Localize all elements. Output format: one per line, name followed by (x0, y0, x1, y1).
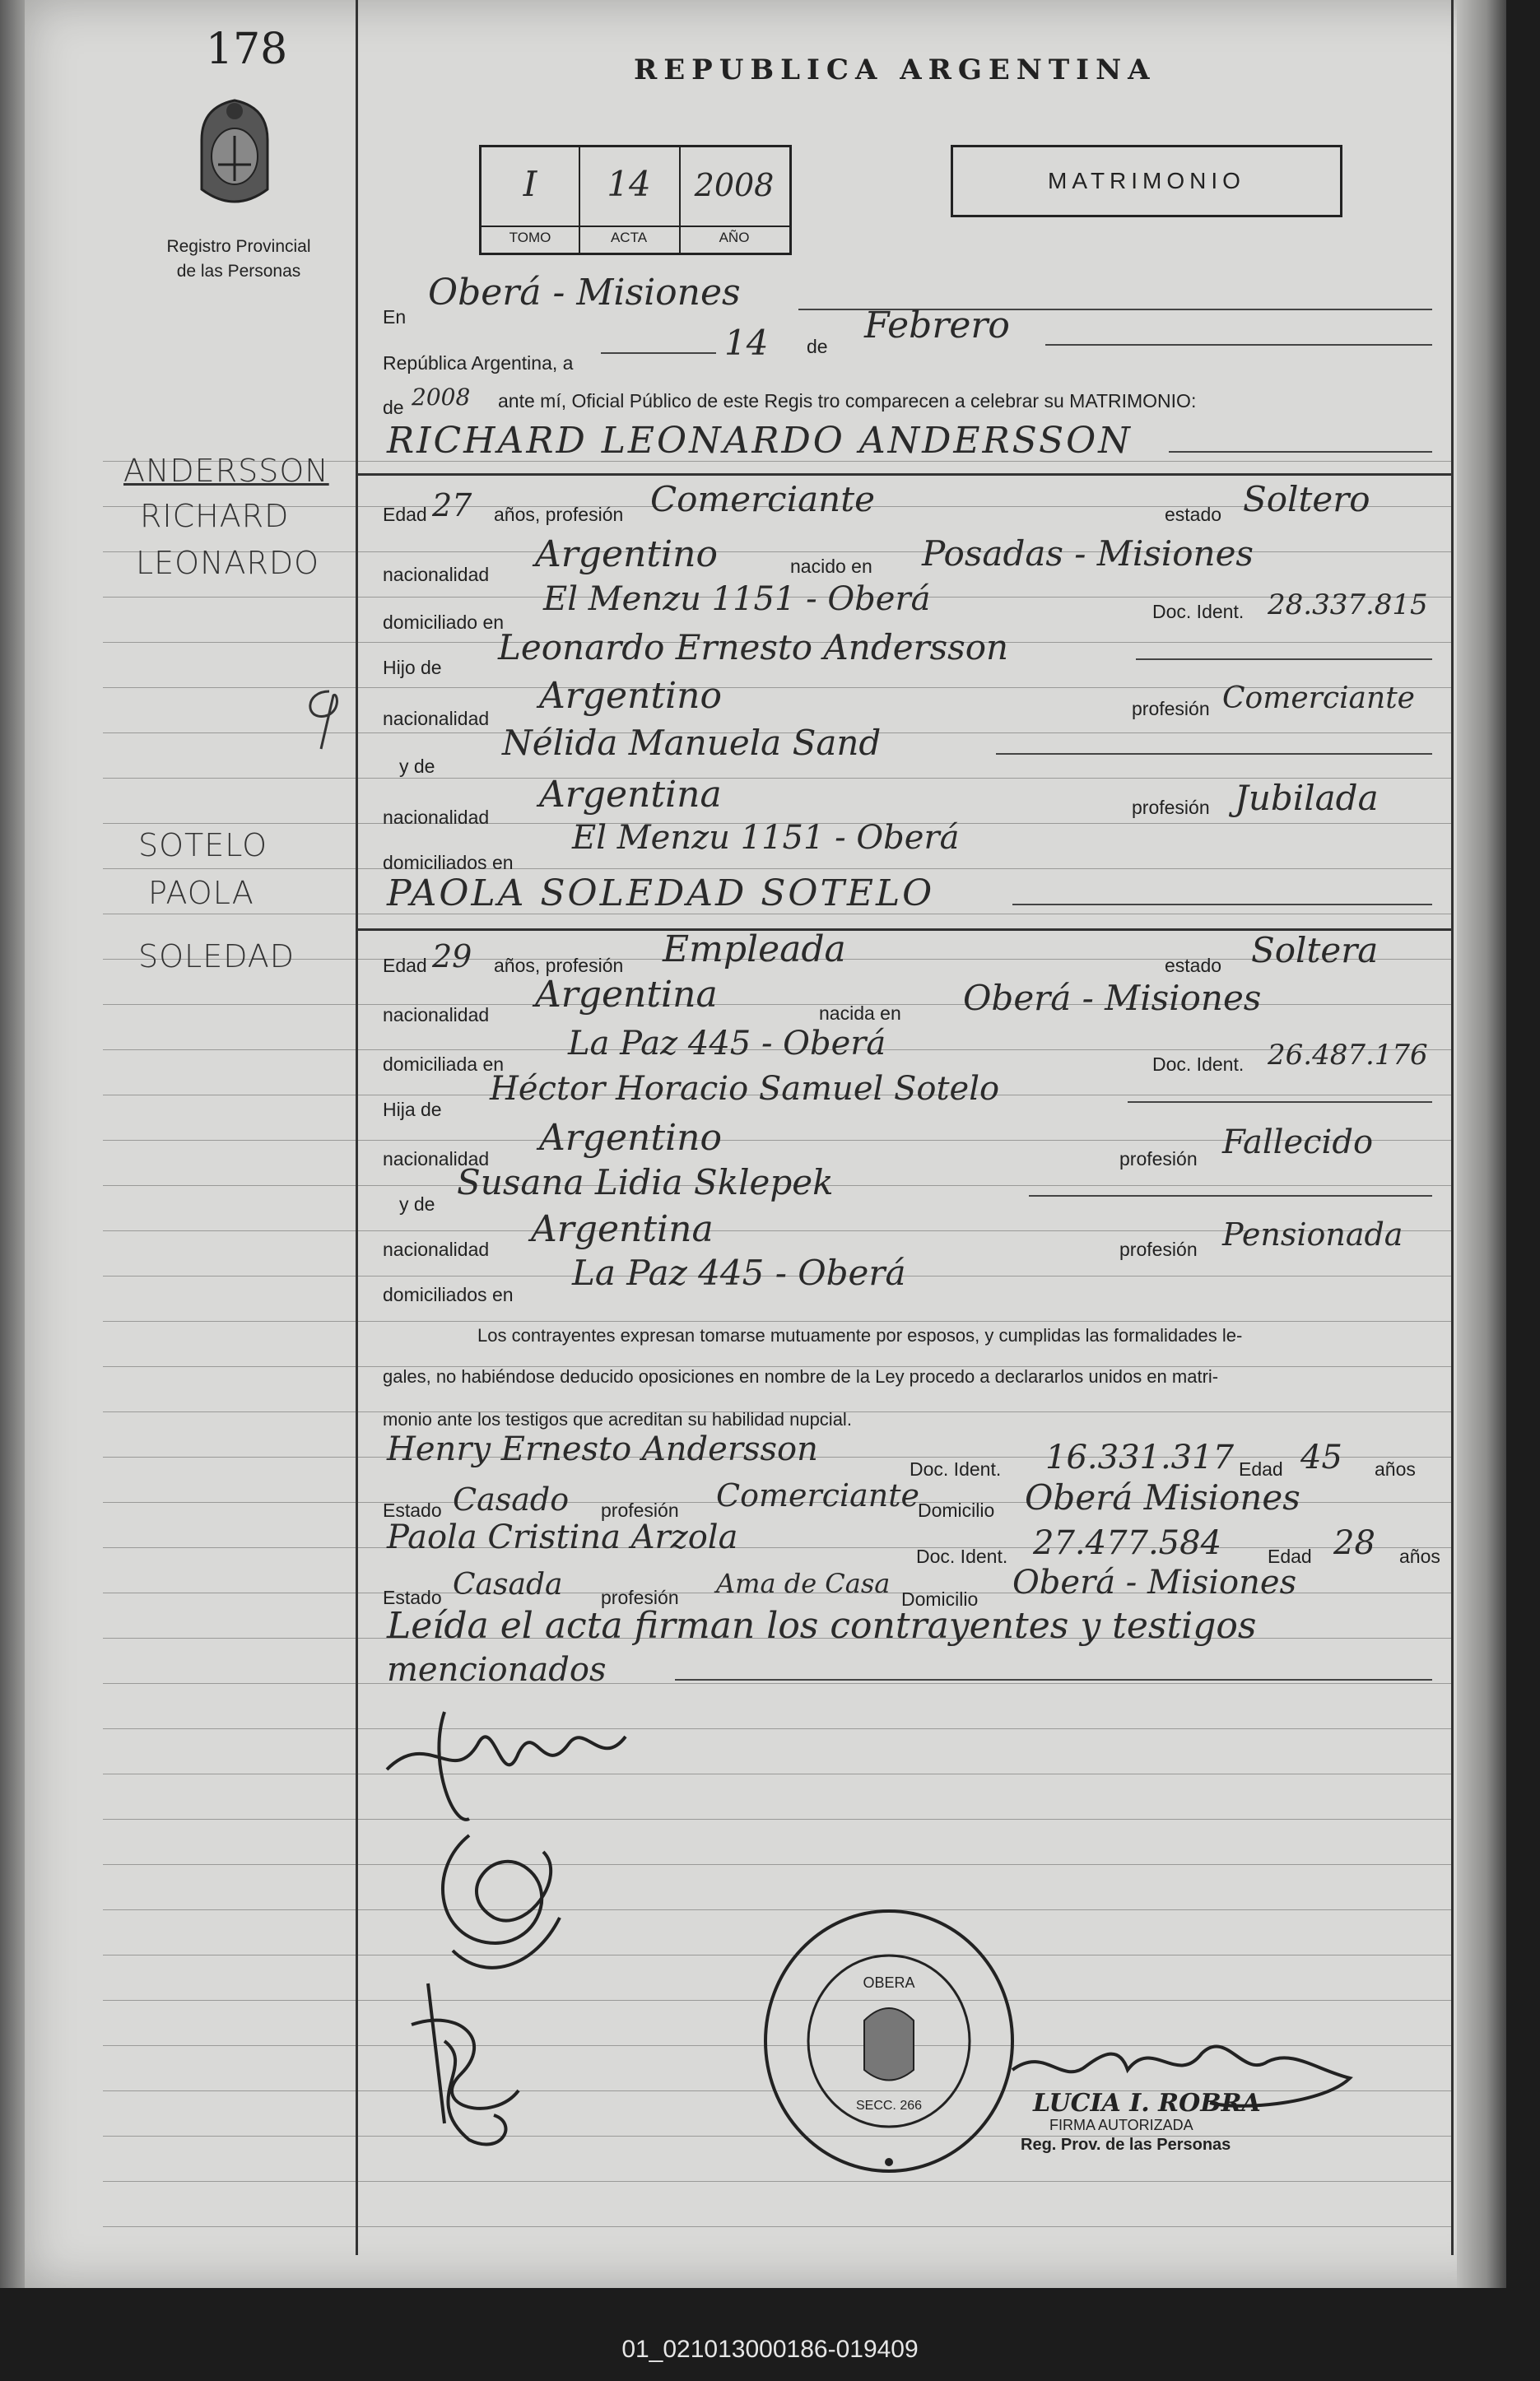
ruled-line (103, 1728, 1453, 1729)
bride-mother-prof: Pensionada (1222, 1216, 1403, 1253)
bride-full-name: PAOLA SOLEDAD SOTELO (387, 872, 935, 914)
witness1-age: 45 (1300, 1439, 1342, 1476)
groom-domiciliado-label: domiciliado en (383, 612, 505, 633)
bride-age: 29 (432, 938, 472, 974)
bride-hija-label: Hija de (383, 1099, 442, 1120)
bride-nationality: Argentina (535, 974, 718, 1016)
witness1-estado-label: Estado (383, 1500, 442, 1521)
day-value: 14 (724, 323, 769, 363)
groom-father: Leonardo Ernesto Andersson (498, 627, 1009, 667)
groom-father-nat: Argentino (539, 675, 722, 717)
ruled-line (103, 1547, 1453, 1548)
closing-line-1: Leída el acta firman los contrayentes y testigos (387, 1605, 1257, 1647)
bride-estado-label: estado (1165, 955, 1222, 976)
registry-name (148, 235, 329, 284)
groom-father-nat-label: nacionalidad (383, 708, 490, 729)
witness2-doc: 27.477.584 (1033, 1524, 1222, 1562)
place-value: Oberá - Misiones (428, 272, 741, 314)
bride-nacionalidad-label: nacionalidad (383, 1004, 490, 1025)
right-border (1451, 0, 1454, 2255)
official-title: FIRMA AUTORIZADA (1049, 2117, 1193, 2133)
witness2-name: Paola Cristina Arzola (387, 1518, 738, 1556)
seal-center-bottom: SECC. 266 (855, 2099, 923, 2113)
seal-coat-of-arms-icon (864, 2008, 914, 2081)
ruled-line (103, 868, 1453, 869)
groom-birthplace: Posadas - Misiones (922, 533, 1254, 574)
witness1-doc: 16.331.317 (1045, 1439, 1235, 1476)
groom-mother-nat: Argentina (539, 774, 722, 816)
groom-mother-nat-label: nacionalidad (383, 807, 490, 828)
en-label: En (383, 306, 407, 328)
groom-nacido-label: nacido en (790, 556, 872, 577)
act-type: MATRIMONIO (1048, 168, 1245, 193)
de-label: de (807, 336, 828, 357)
declaration-line-2: gales, no habiéndose deducido oposiciones en nombre de la Ley procedo a declararlos unidos en matri- (383, 1366, 1219, 1387)
bride-mother-nat-label: nacionalidad (383, 1239, 490, 1260)
ruled-line (103, 1864, 1453, 1865)
margin-groom-surname: ANDERSSON (123, 453, 329, 489)
witness2-anos-label: años (1399, 1546, 1440, 1567)
closing-line-2: mencionados (387, 1651, 607, 1689)
groom-edad-label: Edad (383, 504, 427, 525)
bride-edad-label: Edad (383, 955, 427, 976)
witness2-profession: Ama de Casa (716, 1568, 891, 1599)
groom-father-prof: Comerciante (1222, 681, 1415, 715)
witness1-edad-label: Edad (1239, 1458, 1283, 1480)
groom-domiciliados-label: domiciliados en (383, 852, 514, 873)
ruled-line (103, 2181, 1453, 2182)
witness2-edad-label: Edad (1268, 1546, 1312, 1567)
tomo-value: I (523, 164, 537, 204)
bride-parents-address: La Paz 445 - Oberá (572, 1253, 906, 1293)
witness1-name: Henry Ernesto Andersson (387, 1430, 818, 1468)
official-name: LUCIA I. ROBRA (1033, 2089, 1261, 2118)
registry-line-1: Registro Provincial (166, 237, 311, 256)
margin-divider (356, 0, 358, 2255)
acta-value: 14 (607, 164, 651, 204)
margin-groom-name2: LEONARDO (136, 545, 320, 581)
ruled-line (103, 1819, 1453, 1820)
bride-profession: Empleada (663, 928, 846, 970)
margin-groom-name1: RICHARD (140, 498, 290, 534)
margin-bride-name1: PAOLA (148, 875, 254, 911)
groom-nacionalidad-label: nacionalidad (383, 564, 490, 585)
groom-profession: Comerciante (650, 479, 875, 519)
witness2-domicilio: Oberá - Misiones (1012, 1564, 1297, 1602)
bride-domiciliada-label: domiciliada en (383, 1053, 505, 1075)
ano-value: 2008 (694, 167, 775, 203)
groom-age: 27 (432, 487, 472, 523)
witness1-doc-label: Doc. Ident. (910, 1458, 1002, 1480)
year-prefix-label: de (383, 397, 404, 418)
bride-domiciliados-label: domiciliados en (383, 1284, 514, 1305)
groom-nationality: Argentino (535, 533, 718, 575)
official-org: Reg. Prov. de las Personas (1021, 2136, 1231, 2154)
page-number: 178 (206, 25, 288, 74)
bride-father-prof: Fallecido (1222, 1123, 1374, 1161)
ano-label: AÑO (719, 230, 750, 245)
page-edge (1457, 0, 1506, 2288)
bride-father: Héctor Horacio Samuel Sotelo (490, 1070, 1000, 1108)
bride-address: La Paz 445 - Oberá (568, 1025, 886, 1063)
registry-line-2: de las Personas (176, 262, 301, 281)
republica-label: República Argentina, a (383, 352, 574, 374)
witness2-domicilio-label: Domicilio (901, 1588, 979, 1610)
groom-hijo-label: Hijo de (383, 657, 442, 678)
margin-bride-name2: SOLEDAD (138, 938, 295, 974)
intro-sentence: ante mí, Oficial Público de este Regis tro comparecen a celebrar su MATRIMONIO: (498, 390, 1197, 412)
coat-of-arms-icon (193, 91, 276, 218)
bride-mother-nat: Argentina (531, 1208, 714, 1250)
bride-anos-profesion-label: años, profesión (494, 955, 624, 976)
groom-mother-prof: Jubilada (1235, 778, 1379, 818)
register-page (25, 0, 1506, 2288)
year-value: 2008 (412, 384, 471, 411)
groom-doc: 28.337.815 (1268, 588, 1428, 621)
groom-yde-label: y de (399, 756, 435, 777)
bride-mother-prof-label: profesión (1119, 1239, 1198, 1260)
groom-address: El Menzu 1151 - Oberá (543, 580, 931, 618)
ruled-line (103, 1321, 1453, 1322)
groom-estado: Soltero (1243, 479, 1370, 519)
witness1-domicilio-label: Domicilio (918, 1500, 995, 1521)
declaration-line-3: monio ante los testigos que acreditan su habilidad nupcial. (383, 1409, 852, 1430)
tomo-label: TOMO (509, 230, 551, 245)
witness1-profession: Comerciante (716, 1477, 919, 1514)
bride-nacida-label: nacida en (819, 1002, 901, 1024)
groom-mother-prof-label: profesión (1132, 797, 1210, 818)
witness1-profesion-label: profesión (601, 1500, 679, 1521)
witness2-estado-label: Estado (383, 1587, 442, 1608)
ruled-line (103, 1683, 1453, 1684)
witness2-age: 28 (1333, 1524, 1375, 1562)
bride-father-prof-label: profesión (1119, 1148, 1198, 1170)
groom-full-name: RICHARD LEONARDO ANDERSSON (387, 420, 1133, 462)
month-value: Febrero (864, 305, 1010, 346)
bride-father-nat-label: nacionalidad (383, 1148, 490, 1170)
bride-estado: Soltera (1251, 930, 1379, 970)
groom-estado-label: estado (1165, 504, 1222, 525)
bride-birthplace: Oberá - Misiones (963, 978, 1262, 1018)
groom-mother: Nélida Manuela Sand (502, 723, 882, 763)
bride-mother: Susana Lidia Sklepek (457, 1162, 834, 1202)
witness-signatures-icon (395, 1959, 560, 2165)
witness2-estado: Casada (453, 1568, 563, 1602)
acta-label: ACTA (610, 230, 648, 245)
bride-father-nat: Argentino (539, 1117, 722, 1159)
seal-center-top: OBERA (863, 1974, 915, 1991)
act-type-box (951, 145, 1342, 217)
ruled-line (103, 2226, 1453, 2227)
witness2-profesion-label: profesión (601, 1587, 679, 1608)
witness1-estado: Casado (453, 1481, 570, 1518)
witness1-anos-label: años (1375, 1458, 1416, 1480)
witness2-doc-label: Doc. Ident. (916, 1546, 1008, 1567)
image-filename: 01_021013000186-019409 (621, 2336, 919, 2363)
margin-mark-icon (296, 683, 362, 757)
groom-anos-profesion-label: años, profesión (494, 504, 624, 525)
official-seal (757, 1905, 1021, 2177)
witness1-domicilio: Oberá Misiones (1025, 1477, 1300, 1518)
bride-yde-label: y de (399, 1193, 435, 1215)
tomo-acta-ano-box (479, 145, 792, 255)
country-title: REPUBLICA ARGENTINA (634, 53, 1156, 86)
bride-doc-label: Doc. Ident. (1152, 1053, 1245, 1075)
book-binding (0, 0, 25, 2288)
groom-doc-label: Doc. Ident. (1152, 601, 1245, 622)
bride-doc: 26.487.176 (1268, 1039, 1428, 1072)
groom-parents-address: El Menzu 1151 - Oberá (572, 819, 960, 857)
groom-father-prof-label: profesión (1132, 698, 1210, 719)
declaration-line-1: Los contrayentes expresan tomarse mutuamente por esposos, y cumplidas las formalidades le- (477, 1325, 1243, 1346)
margin-bride-surname: SOTELO (138, 827, 268, 863)
